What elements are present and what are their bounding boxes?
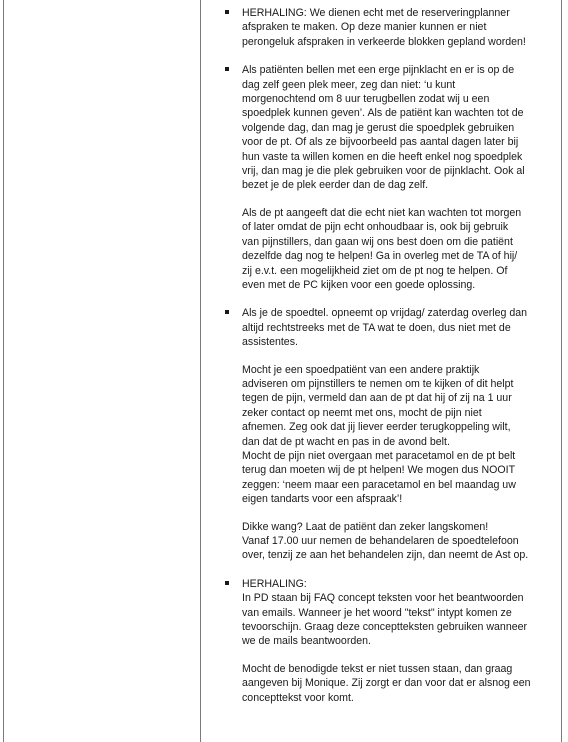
square-bullet-icon <box>225 10 229 14</box>
paragraph: Als je de spoedtel. opneemt op vrijdag/ zaterdag overleg dan altijd rechtstreeks met de TA wat te doen, dus niet met de assistentes. <box>242 307 528 349</box>
table-right-border <box>561 0 562 742</box>
content-cell <box>205 6 559 719</box>
table-column-divider <box>200 0 201 742</box>
paragraph: Als de pt aangeeft dat die echt niet kan wachten tot morgen of later omdat de pijn echt onhoudbaar is, ook bij gebruik van pijnstillers, dan gaan wij ons best doen om die patiënt dezelfde dag nog te helpen! Ga in overleg met de TA of hij/ zij e.v.t. een mogelijkheid ziet om de pt nog te helpen. Of even met de PC kijken voor een goede oplossing. <box>242 206 522 291</box>
bullet-item-emergency-phone <box>205 306 559 563</box>
square-bullet-icon <box>225 581 229 585</box>
paragraph: HERHALING: We dienen echt met de reserveringplanner afspraken te maken. Op deze manier kunnen er niet perongeluk afspraken in verkeerde blokken gepland worden! <box>242 7 526 48</box>
paragraph: Mocht je een spoedpatiënt van een andere praktijk adviseren om pijnstillers te nemen om te kijken of dit helpt tegen de pijn, vermeld dan aan de pt dat hij of zij na 1 uur zeker contact op neemt met ons, mocht de pijn niet afnemen. Zeg ook dat jij liever eerder terugkoppeling wilt, dan dat de pt wacht en pas in de avond belt. Mocht de pijn niet overgaan met paracetamol en de pt belt terug dan moeten wij de pt helpen! We mogen dus NOOIT zeggen: ‘neem maar een paracetamol en bel maandag uw eigen tandarts voor een afspraak’! <box>242 363 516 506</box>
paragraph: Dikke wang? Laat de patiënt dan zeker langskomen! Vanaf 17.00 uur nemen de behandelaren de spoedtelefoon over, tenzij ze aan het behandelen zijn, dan neemt de Ast op. <box>242 520 529 562</box>
bullet-item-email-templates <box>205 577 559 705</box>
paragraph: Als patiënten bellen met een erge pijnklacht en er is op de dag zelf geen plek meer, zeg dan niet: ‘u kunt morgenochtend om 8 uur terugbellen zodat wij u een spoedplek kunnen geven’. Als de patiënt kan wachten tot de volgende dag, dan mag je gerust die spoedplek gebruiken voor de pt. Of als ze bijvoorbeeld pas aantal dagen later bij hun vaste ta willen komen en die heeft enkel nog spoedplek vrij, dan mag je die plek gebruiken voor de pijnklacht. Ook al bezet je de plek eerder dan de dag zelf. <box>242 64 525 192</box>
table-left-border <box>3 0 4 742</box>
bullet-item-pain-complaint <box>205 63 559 292</box>
paragraph: Mocht de benodigde tekst er niet tussen staan, dan graag aangeven bij Monique. Zij zorgt er dan voor dat er alsnog een concepttekst voor komt. <box>242 662 531 704</box>
square-bullet-icon <box>225 310 229 314</box>
square-bullet-icon <box>225 67 229 71</box>
paragraph: HERHALING: In PD staan bij FAQ concept teksten voor het beantwoorden van emails. Wanneer je het woord "tekst" intypt komen ze tevoorschijn. Graag deze conceptteksten gebruiken wanneer we de mails beantwoorden. <box>242 577 528 648</box>
bullet-item-reservation-planner <box>205 6 559 49</box>
